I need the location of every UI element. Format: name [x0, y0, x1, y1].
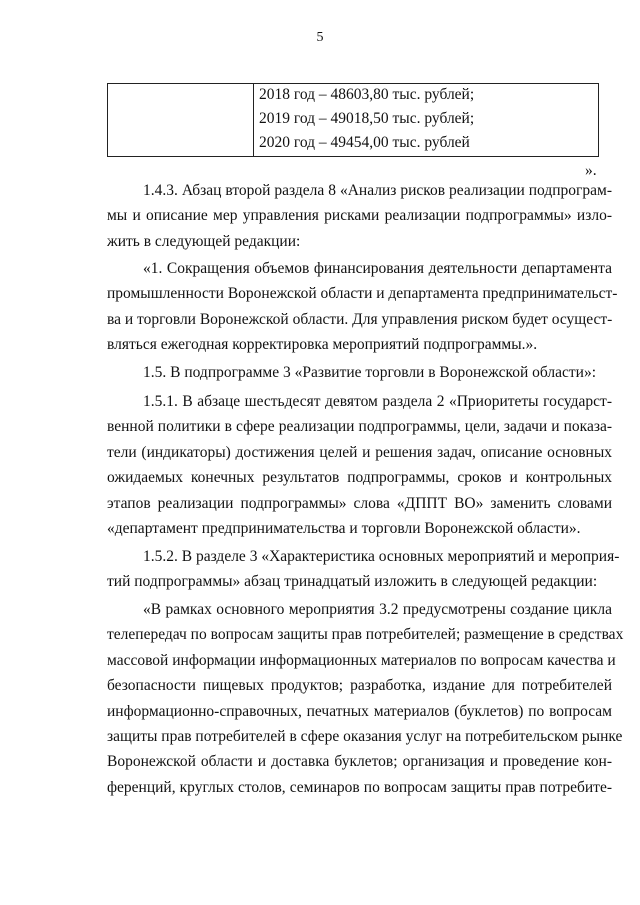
paragraph-quote-3-2	[107, 597, 624, 800]
text-line: вляться ежегодная корректировка мероприятий подпрограммы.».	[107, 336, 538, 354]
paragraph-1-5-2	[107, 544, 620, 595]
text-line: 1.5.2. В разделе 3 «Характеристика основных мероприятий и мероприя-	[143, 548, 620, 565]
table-row: 2018 год – 48603,80 тыс. рублей;	[259, 86, 475, 103]
paragraph-1-5	[107, 360, 612, 385]
text-line: «департамент предпринимательства и торговли Воронежской области».	[107, 520, 581, 538]
text-line: жить в следующей редакции:	[107, 232, 301, 250]
text-line: Воронежской области и доставка буклетов; организация и проведение кон-	[107, 753, 612, 771]
paragraph-quote-risk	[107, 256, 618, 358]
text-line: тели (индикаторы) достижения целей и решения задач, описание основных	[107, 443, 612, 461]
text-line: 1.4.3. Абзац второй раздела 8 «Анализ рисков реализации подпрограм-	[143, 182, 612, 199]
text-line: «В рамках основного мероприятия 3.2 предусмотрены создание цикла	[143, 601, 612, 618]
text-line: информационно-справочных, печатных материалов (буклетов) по вопросам	[107, 702, 612, 720]
table-empty-cell	[108, 84, 254, 156]
text-line: безопасности пищевых продуктов; разработка, издание для потребителей	[107, 677, 612, 695]
table-row: 2020 год – 49454,00 тыс. рублей	[259, 134, 470, 151]
text-line: промышленности Воронежской области и департамента предпринимательст-	[107, 285, 618, 303]
text-line: венной политики в сфере реализации подпрограммы, цели, задачи и показа-	[107, 418, 612, 436]
funding-table	[107, 83, 599, 157]
text-line: 1.5. В подпрограмме 3 «Развитие торговли в Воронежской области»:	[143, 364, 597, 381]
text-line: ференций, круглых столов, семинаров по вопросам защиты прав потребите-	[107, 778, 612, 796]
page-number: 5	[316, 30, 324, 45]
text-line: ожидаемых конечных результатов подпрограммы, сроков и контрольных	[107, 469, 612, 487]
paragraph-1-4-3	[107, 178, 612, 254]
text-line: этапов реализации подпрограммы» слова «ДППТ ВО» заменить словами	[107, 494, 612, 512]
text-line: «1. Сокращения объемов финансирования деятельности департамента	[143, 260, 612, 277]
text-line: телепередач по вопросам защиты прав потребителей; размещение в средствах	[107, 626, 624, 644]
table-row: 2019 год – 49018,50 тыс. рублей;	[259, 110, 475, 127]
text-line: ва и торговли Воронежской области. Для управления риском будет осущест-	[107, 310, 613, 328]
text-line: защиты прав потребителей в сфере оказания услуг на потребительском рынке	[107, 728, 623, 746]
closing-quote: ».	[585, 162, 597, 179]
text-line: мы и описание мер управления рисками реализации подпрограммы» изло-	[107, 207, 612, 225]
paragraph-1-5-1	[107, 389, 612, 541]
text-line: тий подпрограммы» абзац тринадцатый изложить в следующей редакции:	[107, 573, 598, 591]
text-line: 1.5.1. В абзаце шестьдесят девятом раздела 2 «Приоритеты государст-	[143, 393, 612, 410]
text-line: массовой информации информационных материалов по вопросам качества и	[107, 651, 616, 669]
